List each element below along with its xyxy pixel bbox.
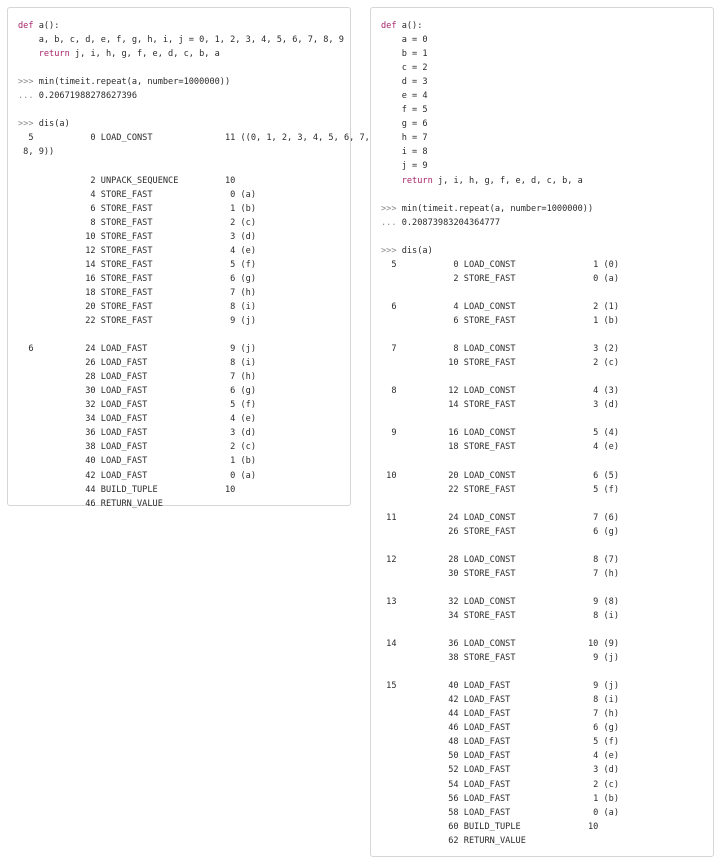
code-keyword: return [38,49,70,60]
code-line [381,412,619,426]
code-line [381,47,619,61]
code-text: dis(a) [33,119,70,130]
code-line [381,454,619,468]
code-line [18,497,370,511]
code-line [381,735,619,749]
code-text: 4 STORE_FAST 0 (a) [18,189,256,200]
code-line [18,258,370,272]
code-text: 60 BUILD_TUPLE 10 [381,821,599,832]
code-line [381,595,619,609]
code-text: 6 4 LOAD_CONST 2 (1) [381,301,619,312]
code-line [381,384,619,398]
code-text: 30 LOAD_FAST 6 (g) [18,386,256,397]
code-line [381,440,619,454]
code-text: 40 LOAD_FAST 1 (b) [18,456,256,467]
code-text: 7 8 LOAD_CONST 3 (2) [381,344,619,355]
code-line [381,89,619,103]
code-text: 14 36 LOAD_CONST 10 (9) [381,639,619,650]
code-line [381,61,619,75]
code-line [381,693,619,707]
code-line [381,244,619,258]
code-text: 11 24 LOAD_CONST 7 (6) [381,512,619,523]
code-text: 18 STORE_FAST 4 (e) [381,442,619,453]
code-text: a = 0 [381,35,428,46]
code-text: d = 3 [381,77,428,88]
code-text: 6 STORE_FAST 1 (b) [381,315,619,326]
code-text: 34 LOAD_FAST 4 (e) [18,414,256,425]
code-text: 30 STORE_FAST 7 (h) [381,568,619,579]
code-text: 62 RETURN_VALUE [381,835,526,846]
right-code-panel [370,7,714,857]
code-text: j, i, h, g, f, e, d, c, b, a [432,175,583,186]
code-text: 48 LOAD_FAST 5 (f) [381,737,619,748]
code-text [381,176,402,186]
code-line [381,19,619,33]
code-text: 42 LOAD_FAST 8 (i) [381,695,619,706]
code-text: 8 STORE_FAST 2 (c) [18,217,256,228]
code-line [381,75,619,89]
code-text: 5 0 LOAD_CONST 11 ((0, 1, 2, 3, 4, 5, 6, 7, [18,133,370,144]
code-line [18,398,370,412]
code-line [381,398,619,412]
code-line [18,159,370,173]
code-text: i = 8 [381,147,428,158]
code-line [18,61,370,75]
code-line [381,623,619,637]
code-text: 10 STORE_FAST 3 (d) [18,231,256,242]
code-keyword: return [401,175,433,186]
code-prompt: >>> [381,203,397,214]
code-line [381,258,619,272]
code-line [18,454,370,468]
code-text: 20 STORE_FAST 8 (i) [18,301,256,312]
code-prompt: >>> [18,77,34,88]
code-line [18,300,370,314]
right-code-block [381,19,619,848]
code-line [18,272,370,286]
code-text: a(): [33,21,60,31]
code-line [381,581,619,595]
code-text: h = 7 [381,133,428,144]
code-line [381,145,619,159]
code-line [18,131,370,145]
code-line [381,286,619,300]
code-text: 2 STORE_FAST 0 (a) [381,273,619,284]
code-text: 12 28 LOAD_CONST 8 (7) [381,554,619,565]
code-text: 15 40 LOAD_FAST 9 (j) [381,681,619,692]
code-text: 12 STORE_FAST 4 (e) [18,245,256,256]
code-line [18,412,370,426]
left-code-panel [7,7,370,509]
code-text: 34 STORE_FAST 8 (i) [381,610,619,621]
code-line [381,483,619,497]
code-line [381,511,619,525]
code-line [18,33,370,47]
code-line [381,356,619,370]
code-line [18,328,370,342]
code-line [18,342,370,356]
code-line [18,286,370,300]
left-code-block [18,19,370,511]
code-text: 22 STORE_FAST 9 (j) [18,315,256,326]
code-prompt: >>> [381,245,397,256]
code-text: 38 STORE_FAST 9 (j) [381,653,619,664]
code-prompt: ... [18,91,34,102]
code-prompt: ... [381,217,397,228]
code-text: 6 24 LOAD_FAST 9 (j) [18,344,256,355]
code-line [381,300,619,314]
code-line [18,202,370,216]
code-line [381,216,619,230]
code-line [381,342,619,356]
code-line [18,426,370,440]
code-keyword: def [18,21,34,31]
code-line [381,820,619,834]
code-line [381,651,619,665]
code-text: a, b, c, d, e, f, g, h, i, j = 0, 1, 2, 3, 4, 5, 6, 7, 8, 9 [18,35,344,46]
code-line [381,679,619,693]
code-line [381,469,619,483]
code-line [381,497,619,511]
code-text: 26 LOAD_FAST 8 (i) [18,358,256,369]
code-text: j = 9 [381,161,428,172]
code-line [381,567,619,581]
code-text: 16 STORE_FAST 6 (g) [18,273,256,284]
code-line [381,637,619,651]
code-text: 8 12 LOAD_CONST 4 (3) [381,386,619,397]
code-text: 9 16 LOAD_CONST 5 (4) [381,428,619,439]
code-line [381,426,619,440]
code-line [381,230,619,244]
code-line [18,440,370,454]
code-line [381,763,619,777]
code-text: 56 LOAD_FAST 1 (b) [381,793,619,804]
code-text: 46 RETURN_VALUE [18,498,163,509]
code-text: 32 LOAD_FAST 5 (f) [18,400,256,411]
code-line [18,47,370,61]
code-text: 22 STORE_FAST 5 (f) [381,484,619,495]
code-line [381,553,619,567]
code-text: min(timeit.repeat(a, number=1000000)) [396,203,594,214]
code-line [381,117,619,131]
code-line [18,117,370,131]
code-text: 44 BUILD_TUPLE 10 [18,484,236,495]
code-text: 8, 9)) [18,147,55,158]
code-line [18,469,370,483]
code-line [381,749,619,763]
code-line [18,314,370,328]
code-line [381,792,619,806]
code-text: 6 STORE_FAST 1 (b) [18,203,256,214]
code-line [381,202,619,216]
code-line [381,370,619,384]
code-line [381,665,619,679]
code-line [18,356,370,370]
code-text: 44 LOAD_FAST 7 (h) [381,709,619,720]
code-line [381,778,619,792]
code-text: j, i, h, g, f, e, d, c, b, a [69,49,220,60]
code-line [18,145,370,159]
code-text: 46 LOAD_FAST 6 (g) [381,723,619,734]
code-line [18,188,370,202]
code-text: 13 32 LOAD_CONST 9 (8) [381,596,619,607]
code-text: 26 STORE_FAST 6 (g) [381,526,619,537]
code-line [18,244,370,258]
code-line [381,609,619,623]
code-keyword: def [381,21,397,31]
code-line [18,370,370,384]
code-prompt: >>> [18,119,34,130]
code-line [381,806,619,820]
code-line [18,89,370,103]
code-line [18,19,370,33]
code-text: 58 LOAD_FAST 0 (a) [381,807,619,818]
code-line [381,159,619,173]
code-text: 18 STORE_FAST 7 (h) [18,287,256,298]
code-text: 28 LOAD_FAST 7 (h) [18,372,256,383]
code-text: g = 6 [381,119,428,130]
code-text: f = 5 [381,105,428,116]
code-line [381,314,619,328]
code-line [381,721,619,735]
code-text: 42 LOAD_FAST 0 (a) [18,470,256,481]
code-text: 0.20873983204364777 [396,217,501,228]
code-line [381,188,619,202]
code-text: 52 LOAD_FAST 3 (d) [381,765,619,776]
code-text: 10 20 LOAD_CONST 6 (5) [381,470,619,481]
code-text: min(timeit.repeat(a, number=1000000)) [33,77,231,88]
code-text: b = 1 [381,49,428,60]
code-text: dis(a) [396,245,433,256]
code-text: 10 STORE_FAST 2 (c) [381,358,619,369]
code-text: 50 LOAD_FAST 4 (e) [381,751,619,762]
code-line [381,834,619,848]
code-line [381,525,619,539]
code-line [381,272,619,286]
code-text: 5 0 LOAD_CONST 1 (0) [381,259,619,270]
code-text: 36 LOAD_FAST 3 (d) [18,428,256,439]
code-text: 14 STORE_FAST 3 (d) [381,400,619,411]
code-line [381,103,619,117]
code-line [381,539,619,553]
code-line [381,174,619,188]
code-text: 14 STORE_FAST 5 (f) [18,259,256,270]
code-text: 38 LOAD_FAST 2 (c) [18,442,256,453]
code-line [18,216,370,230]
code-text: e = 4 [381,91,428,102]
code-text: a(): [396,21,423,31]
code-line [381,131,619,145]
code-text: 54 LOAD_FAST 2 (c) [381,779,619,790]
code-text: 2 UNPACK_SEQUENCE 10 [18,175,236,186]
code-line [18,230,370,244]
code-text: 0.20671988278627396 [33,91,138,102]
code-line [381,707,619,721]
code-line [381,328,619,342]
code-line [18,483,370,497]
code-line [18,103,370,117]
code-line [18,174,370,188]
code-text [18,49,39,59]
code-line [18,384,370,398]
code-text: c = 2 [381,63,428,74]
code-line [381,33,619,47]
code-line [18,75,370,89]
